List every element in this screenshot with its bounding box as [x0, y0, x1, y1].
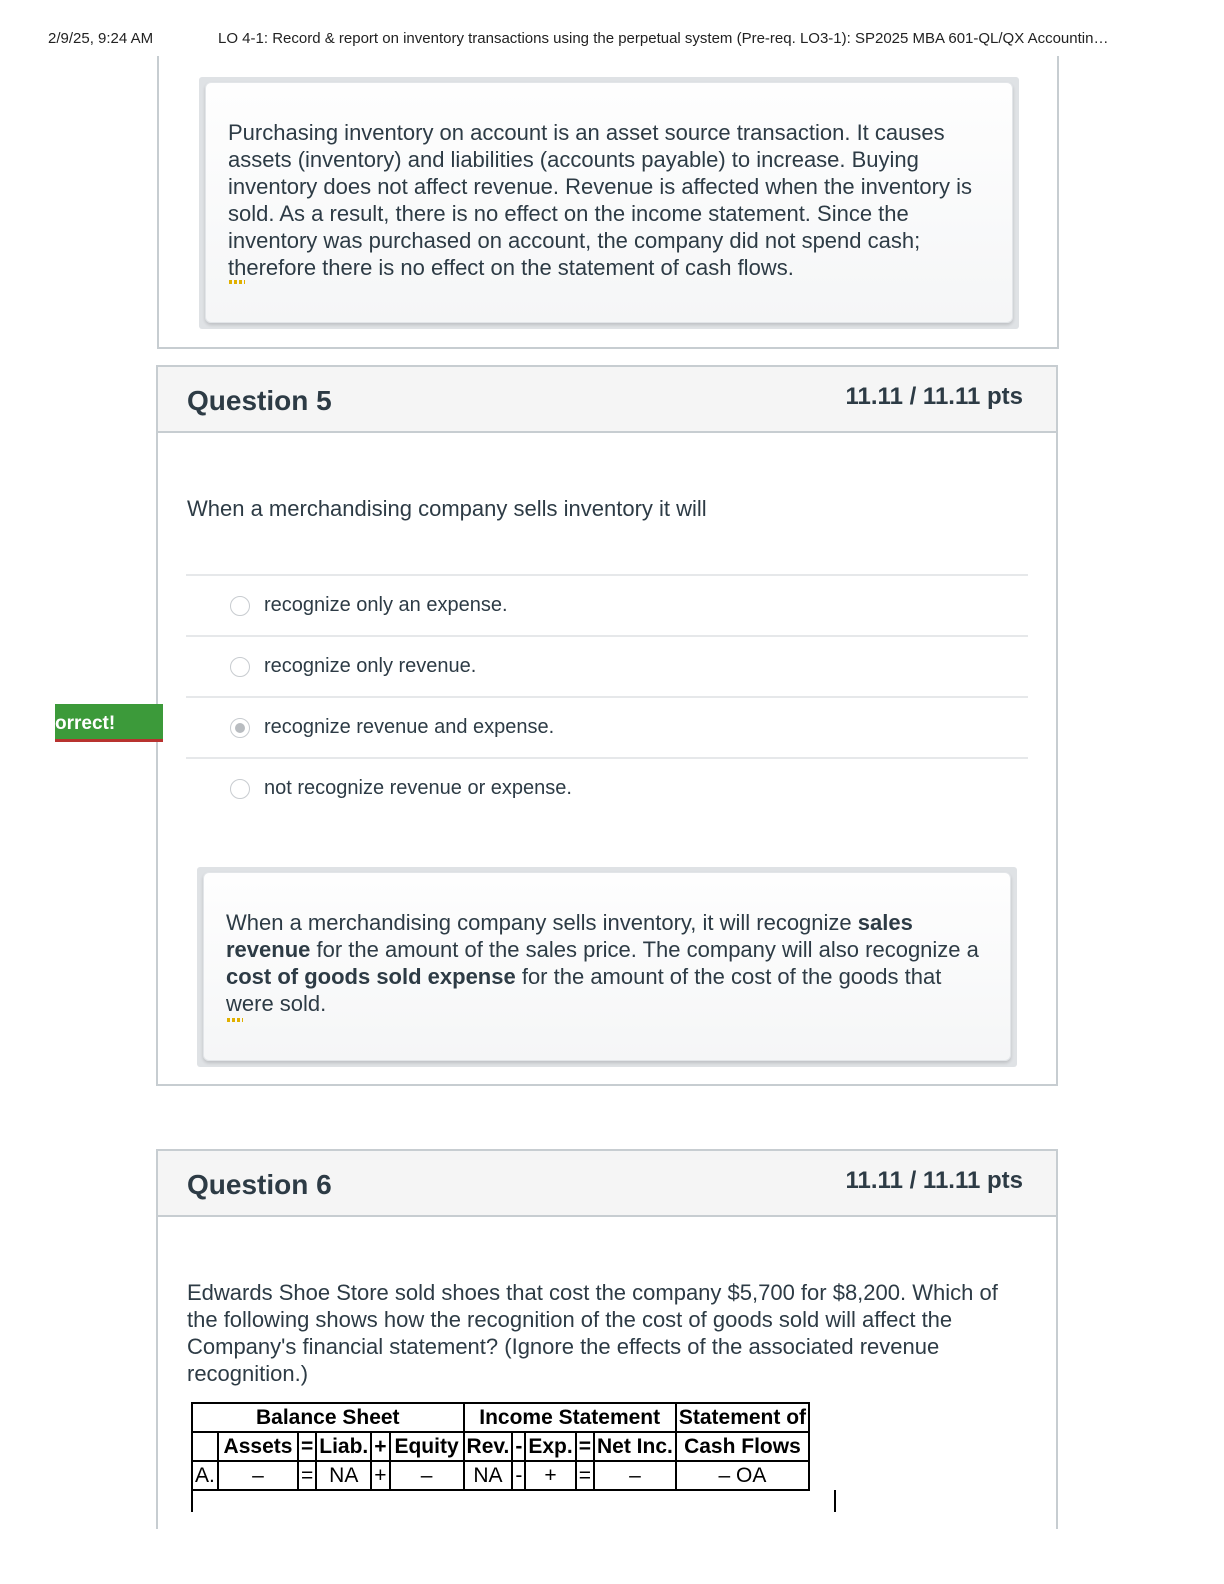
cell-netinc: – — [594, 1461, 676, 1490]
cell-exp: + — [525, 1461, 575, 1490]
cell-rev: NA — [464, 1461, 513, 1490]
previous-feedback-box — [199, 77, 1019, 329]
question-5-answers — [186, 574, 1028, 818]
col-assets: Assets — [218, 1432, 298, 1461]
cell-cash: – OA — [676, 1461, 809, 1490]
col-liabilities: Liab. — [316, 1432, 371, 1461]
col-expenses: Exp. — [525, 1432, 575, 1461]
question-5-feedback-text: When a merchandising company sells inventory, it will recognize sales revenue for the amount of the sales price. The company will also recognize a cost of goods sold expense for the amount of the cost of the goods that were sold. — [226, 910, 979, 1016]
answer-label: recognize only an expense. — [264, 594, 508, 616]
correct-answer-tag: orrect! — [55, 704, 163, 742]
row-label: A. — [192, 1461, 218, 1490]
question-5-title: Question 5 — [187, 385, 332, 416]
radio-button[interactable] — [230, 596, 250, 616]
radio-button[interactable] — [230, 657, 250, 677]
question-6-title: Question 6 — [187, 1169, 332, 1200]
table-edge — [834, 1490, 836, 1512]
cell-op: - — [512, 1461, 525, 1490]
cell-op: = — [576, 1461, 594, 1490]
question-6-header — [158, 1151, 1056, 1217]
answer-option[interactable] — [186, 757, 1028, 818]
financial-statement-table — [191, 1402, 810, 1491]
cell-assets: – — [218, 1461, 298, 1490]
col-cash-flows: Cash Flows — [676, 1432, 809, 1461]
previous-feedback-text: Purchasing inventory on account is an asset source transaction. It causes assets (inventory) and liabilities (accounts payable) to increase. Buying inventory does not affect revenue. Revenue is affected when the inventory is sold. As a result, there is no effect on the income statement. Since the inventory was purchased on account, the company did not spend cash; therefore there is no effect on the statement of cash flows. — [228, 120, 972, 280]
cell-op: + — [371, 1461, 389, 1490]
question-5-text: When a merchandising company sells inventory it will — [187, 496, 707, 521]
col-net-income: Net Inc. — [594, 1432, 676, 1461]
radio-button[interactable] — [230, 779, 250, 799]
cell-liab: NA — [316, 1461, 371, 1490]
col-equity: Equity — [390, 1432, 464, 1461]
answer-label: recognize only revenue. — [264, 655, 477, 677]
balance-sheet-header: Balance Sheet — [192, 1403, 464, 1432]
col-revenue: Rev. — [464, 1432, 513, 1461]
question-6-points: 11.11 / 11.11 pts — [845, 1167, 1023, 1194]
answer-option[interactable] — [186, 574, 1028, 635]
print-page-title: LO 4-1: Record & report on inventory transactions using the perpetual system (Pre-req. LO3-1): SP2025 MBA 601-QL/QX Accountin… — [218, 30, 1109, 47]
cell-op: = — [298, 1461, 316, 1490]
cash-flows-header-line1: Statement of — [676, 1403, 809, 1432]
question-5-points: 11.11 / 11.11 pts — [845, 383, 1023, 410]
print-datetime: 2/9/25, 9:24 AM — [48, 30, 154, 47]
table-edge — [191, 1490, 193, 1512]
op-equals: = — [298, 1432, 316, 1461]
question-6-text: Edwards Shoe Store sold shoes that cost the company $5,700 for $8,200. Which of the following shows how the recognition of the cost of goods sold will affect the Company's financial statement? (Ignore the effects of the associated revenue recognition.) — [187, 1280, 998, 1386]
income-statement-header: Income Statement — [464, 1403, 676, 1432]
row-label-header — [192, 1432, 218, 1461]
print-header — [0, 30, 1224, 54]
answer-label: not recognize revenue or expense. — [264, 777, 572, 799]
answer-option-selected[interactable] — [186, 696, 1028, 757]
answer-label: recognize revenue and expense. — [264, 716, 555, 738]
table-row — [192, 1461, 809, 1490]
op-minus: - — [512, 1432, 525, 1461]
op-plus: + — [371, 1432, 389, 1461]
op-equals: = — [576, 1432, 594, 1461]
cell-equity: – — [390, 1461, 464, 1490]
question-5-feedback-box — [197, 867, 1017, 1067]
radio-button-selected[interactable] — [230, 718, 250, 738]
answer-option[interactable] — [186, 635, 1028, 696]
question-5-header — [158, 367, 1056, 433]
